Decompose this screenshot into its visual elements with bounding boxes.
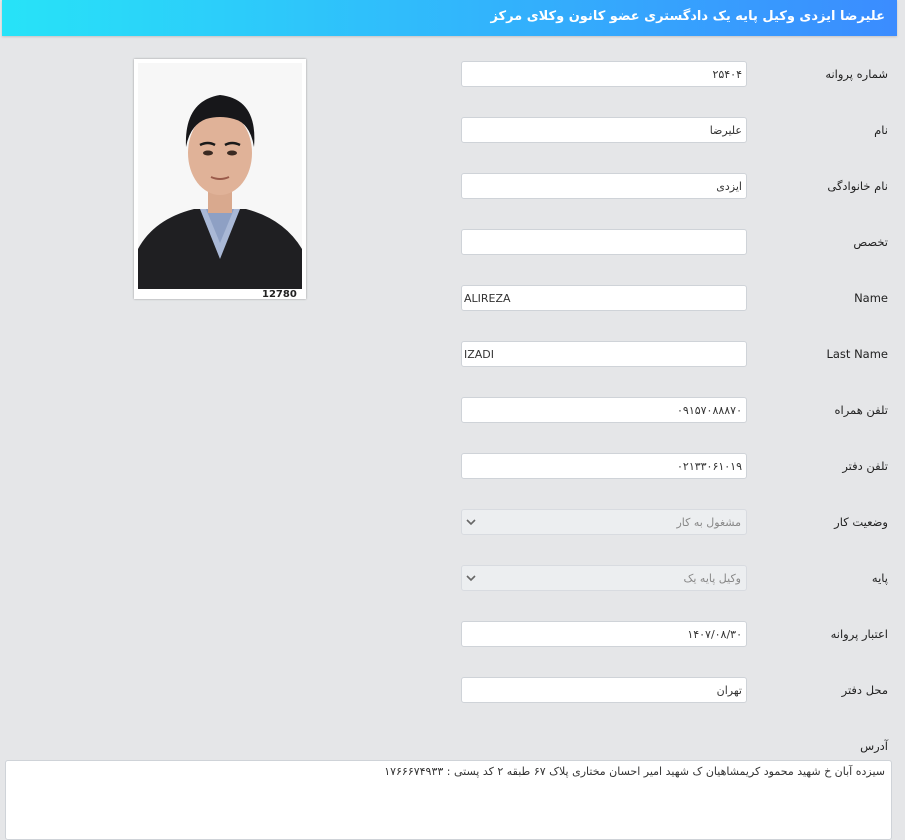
address-label: آدرس (860, 739, 888, 753)
last-name-field[interactable] (461, 173, 747, 199)
first-name-field[interactable] (461, 117, 747, 143)
chevron-down-icon (466, 517, 476, 527)
page-header (2, 0, 897, 36)
grade-label: پایه (871, 571, 888, 585)
office-phone-field[interactable] (461, 453, 747, 479)
grade-select[interactable] (461, 565, 747, 591)
specialty-label: تخصص (853, 235, 888, 249)
profile-photo (134, 59, 306, 299)
specialty-field[interactable] (461, 229, 747, 255)
license-validity-label: اعتبار پروانه (830, 627, 888, 641)
address-field[interactable] (5, 760, 892, 840)
name-en-label: Name (854, 291, 888, 305)
chevron-down-icon (466, 573, 476, 583)
work-status-select[interactable] (461, 509, 747, 535)
office-phone-label: تلفن دفتر (842, 459, 888, 473)
license-number-field[interactable] (461, 61, 747, 87)
photo-number: 12780 (262, 289, 297, 300)
last-name-en-field[interactable] (461, 341, 747, 367)
first-name-label: نام (874, 123, 888, 137)
grade-value: وکیل پایه یک (683, 572, 741, 585)
header-title: علیرضا ایزدی وکیل پایه یک دادگستری عضو کانون وکلای مرکز (490, 9, 885, 24)
mobile-label: تلفن همراه (834, 403, 888, 417)
last-name-en-label: Last Name (826, 347, 888, 361)
work-status-value: مشغول به کار (676, 516, 741, 529)
license-number-label: شماره پروانه (825, 67, 888, 81)
mobile-field[interactable] (461, 397, 747, 423)
work-status-label: وضعیت کار (834, 515, 888, 529)
last-name-label: نام خانوادگی (827, 179, 888, 193)
office-location-field[interactable] (461, 677, 747, 703)
name-en-field[interactable] (461, 285, 747, 311)
office-location-label: محل دفتر (841, 683, 888, 697)
license-validity-field[interactable] (461, 621, 747, 647)
